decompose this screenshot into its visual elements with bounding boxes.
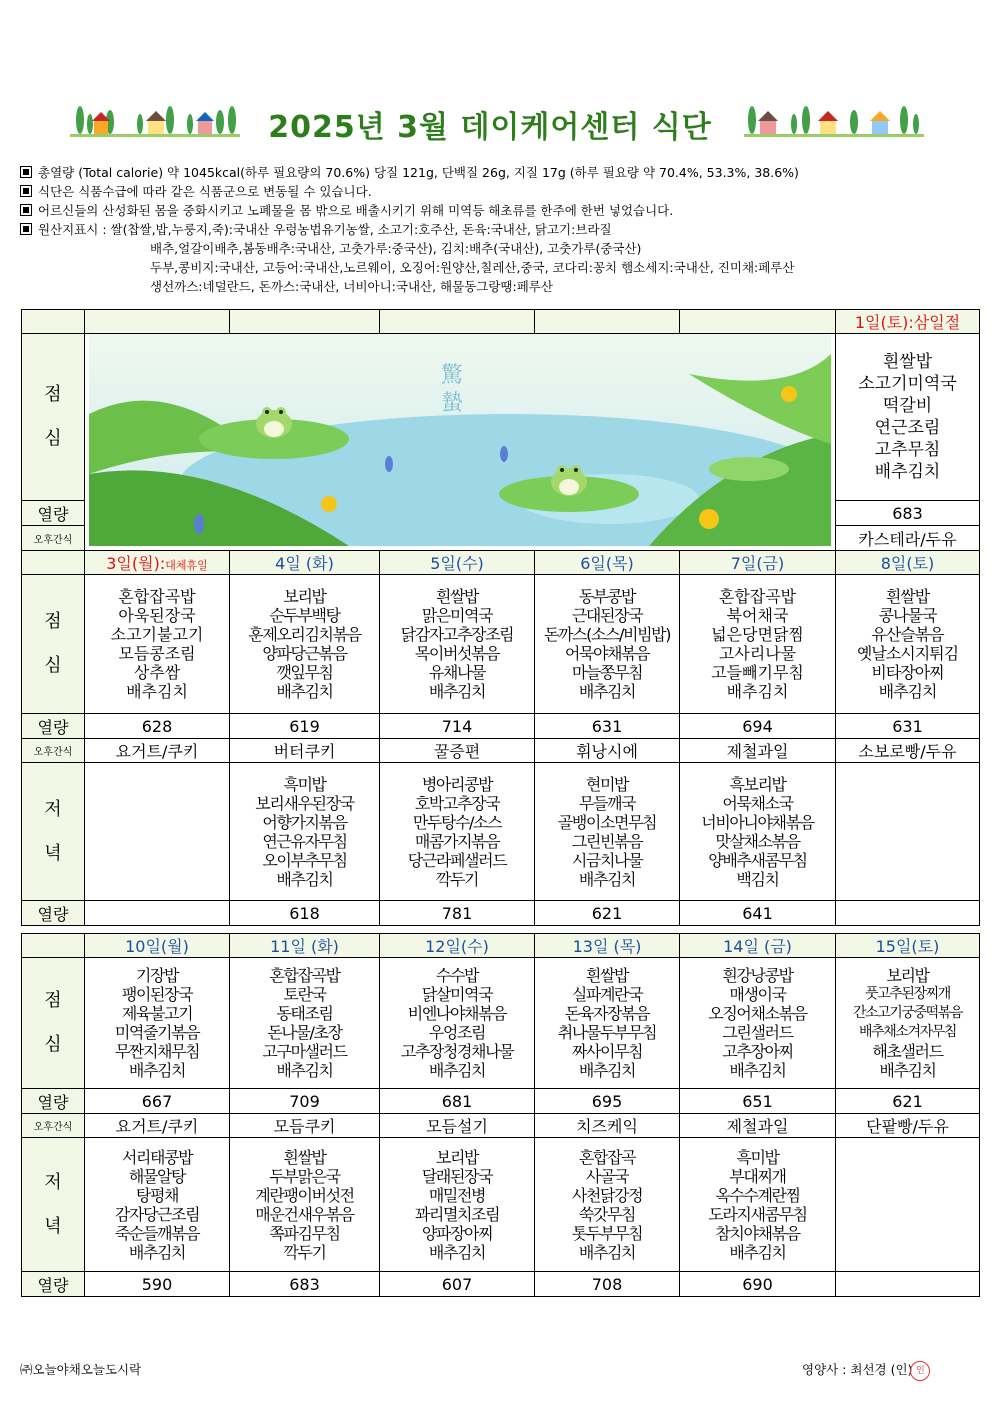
square-bullet-icon: [20, 204, 32, 216]
dinner-menu-cell: 흰쌀밥 두부맑은국 계란팽이버섯전 매운건새우볶음 쪽파김무침 깍두기: [230, 1138, 380, 1272]
menu-table-week3: [21, 933, 980, 1297]
dinner-menu-cell: [836, 1138, 980, 1272]
lunch-menu-cell: 흰쌀밥 실파계란국 돈육자장볶음 취나물두부무침 짜사이무침 배추김치: [535, 958, 680, 1089]
date-cell: 10일(월): [85, 934, 230, 958]
date-cell: 5일(수): [380, 551, 535, 575]
square-bullet-icon: [20, 223, 32, 235]
date-cell: 7일(금): [680, 551, 836, 575]
dinner-menu-cell: 현미밥 무들깨국 골뱅이소면무침 그린빈볶음 시금치나물 배추김치: [535, 763, 680, 901]
note-line: 식단은 식품수급에 따라 같은 식품군으로 변동될 수 있습니다.: [20, 182, 980, 201]
origin-line: 배추,얼갈이배추,봄동배추:국내산, 고춧가루:중국산), 김치:배추(국내산), 고춧가루(중국산): [150, 241, 642, 256]
calorie-row: 열량 683: [22, 500, 980, 526]
village-decoration-icon: [744, 100, 924, 140]
lunch-menu-cell: 기장밥 팽이된장국 제육불고기 미역줄기볶음 무짠지채무침 배추김치: [85, 958, 230, 1089]
date-cell: 6일(목): [535, 551, 680, 575]
lunch-menu-cell: 혼합잡곡밥 아욱된장국 소고기불고기 모듬콩조림 상추쌈 배추김치: [85, 575, 230, 714]
calorie-row: 열량 628 619 714 631 694 631: [22, 714, 980, 739]
village-decoration-icon: [70, 100, 240, 140]
date-cell: 12일(수): [380, 934, 535, 958]
snack-row: 오후간식 카스테라/두유: [22, 526, 980, 551]
menu-table-week1-2: [21, 309, 980, 926]
date-cell: 8일(토): [836, 551, 980, 575]
dinner-menu-cell: 흑미밥 부대찌개 옥수수계란찜 도라지새콤무침 참치야채볶음 배추김치: [680, 1138, 836, 1272]
dinner-row: [22, 763, 980, 901]
spring-illustration: [85, 334, 836, 551]
lunch-menu-cell: 동부콩밥 근대된장국 돈까스(소스/비빔밥) 어묵야채볶음 마늘쫑무침 배추김치: [535, 575, 680, 714]
notes: [20, 163, 980, 296]
calorie-row: 열량 590 683 607 708 690: [22, 1272, 980, 1297]
square-bullet-icon: [20, 185, 32, 197]
dietitian-signature: 영양사 : 최선경 (인) 인: [802, 1360, 930, 1381]
date-cell: 4일 (화): [230, 551, 380, 575]
dinner-menu-cell: 병아리콩밥 호박고추장국 만두탕수/소스 매콤가지볶음 당근라페샐러드 깍두기: [380, 763, 535, 901]
dinner-menu-cell: 흑보리밥 어묵채소국 너비아니야채볶음 맛살채소볶음 양배추새콤무침 백김치: [680, 763, 836, 901]
date-row: [22, 310, 980, 334]
date-cell: 15일(토): [836, 934, 980, 958]
dinner-label: 저 녁: [22, 763, 85, 901]
dinner-menu-cell: [836, 763, 980, 901]
dinner-menu-cell: 혼합잡곡 사골국 사천닭강정 쑥갓무침 톳두부무침 배추김치: [535, 1138, 680, 1272]
note-line: 원산지표시 : 쌀(찹쌀,밥,누룽지,죽):국내산 우렁농법유기농쌀, 소고기:호주산, 돈육:국내산, 닭고기:브라질: [20, 220, 980, 239]
calorie-row: 열량 667 709 681 695 651 621: [22, 1089, 980, 1114]
lunch-menu-cell: 보리밥 풋고추된장찌개 간소고기궁중떡볶음 배추채소겨자무침 해초샐러드 배추김치: [836, 958, 980, 1089]
lunch-menu-cell: 보리밥 순두부백탕 훈제오리김치볶음 양파당근볶음 깻잎무침 배추김치: [230, 575, 380, 714]
lunch-label: 점 심: [22, 334, 85, 501]
square-bullet-icon: [20, 166, 32, 178]
dinner-menu-cell: [85, 763, 230, 901]
note-line: 어르신들의 산성화된 몸을 중화시키고 노폐물을 몸 밖으로 배출시키기 위해 미역등 해초류를 한주에 한번 넣었습니다.: [20, 201, 980, 220]
date-row: [22, 551, 980, 575]
lunch-row: [22, 334, 980, 501]
svg-text:驚: 驚: [441, 363, 464, 388]
frog-pond-illustration-icon: [89, 334, 831, 546]
note-line: 총열량 (Total calorie) 약 1045kcal(하루 필요량의 70.6%) 당질 121g, 단백질 26g, 지질 17g (하루 필요량 약 70.4%, 53.3%, 38.6%): [20, 163, 980, 182]
date-row: [22, 934, 980, 958]
origin-line: 두부,콩비지:국내산, 고등어:국내산,노르웨이, 오징어:원양산,칠레산,중국, 코다리:꽁치 햄소세지:국내산, 진미채:페루산: [150, 260, 795, 275]
dinner-row: [22, 1138, 980, 1272]
lunch-menu-cell: 흰쌀밥 맑은미역국 닭감자고추장조림 목이버섯볶음 유채나물 배추김치: [380, 575, 535, 714]
date-cell: 13일 (목): [535, 934, 680, 958]
dinner-menu-cell: 서리태콩밥 해물알탕 탕평채 감자당근조림 죽순들깨볶음 배추김치: [85, 1138, 230, 1272]
lunch-menu-cell: 혼합잡곡밥 토란국 동태조림 돈나물/초장 고구마샐러드 배추김치: [230, 958, 380, 1089]
snack-row: 오후간식 요거트/쿠키 모듬쿠키 모듬설기 치즈케익 제철과일 단팥빵/두유: [22, 1114, 980, 1138]
origin-line: 생선까스:네덜란드, 돈까스:국내산, 너비아니:국내산, 해물동그랑땡:페루산: [150, 279, 553, 294]
date-cell: 14일 (금): [680, 934, 836, 958]
snack-row: 오후간식 요거트/쿠키 버터쿠키 꿀증편 휘낭시에 제철과일 소보로빵/두유: [22, 739, 980, 763]
seal-stamp-icon: 인: [910, 1361, 930, 1381]
date-cell: 1일(토):삼일절: [836, 310, 980, 334]
date-cell: 3일(월):대체휴일: [85, 551, 230, 575]
lunch-row: [22, 958, 980, 1089]
lunch-menu-cell: 혼합잡곡밥 북어채국 넓은당면닭찜 고사리나물 고들빼기무침 배추김치: [680, 575, 836, 714]
dinner-label: 저 녁: [22, 1138, 85, 1272]
lunch-menu-cell: 수수밥 닭살미역국 비엔나야채볶음 우엉조림 고추장청경채나물 배추김치: [380, 958, 535, 1089]
lunch-label: 점 심: [22, 958, 85, 1089]
calorie-row: 열량 618 781 621 641: [22, 901, 980, 926]
lunch-menu-cell: 흰쌀밥 소고기미역국 떡갈비 연근조림 고추무침 배추김치: [836, 334, 980, 501]
date-cell: 11일 (화): [230, 934, 380, 958]
lunch-label: 점 심: [22, 575, 85, 714]
lunch-row: [22, 575, 980, 714]
dinner-menu-cell: 보리밥 달래된장국 매밀전병 꽈리멸치조림 양파장아찌 배추김치: [380, 1138, 535, 1272]
page-title: 2025년 3월 데이케어센터 식단: [268, 110, 712, 145]
lunch-menu-cell: 흰강낭콩밥 매생이국 오징어채소볶음 그린샐러드 고추장아찌 배추김치: [680, 958, 836, 1089]
lunch-menu-cell: 흰쌀밥 콩나물국 유산슬볶음 옛날소시지튀김 비타장아찌 배추김치: [836, 575, 980, 714]
dinner-menu-cell: 흑미밥 보리새우된장국 어향가지볶음 연근유자무침 오이부추무침 배추김치: [230, 763, 380, 901]
svg-text:蟄: 蟄: [441, 391, 464, 416]
title-row: [0, 92, 992, 152]
company-name: ㈜오늘야채오늘도시락: [20, 1362, 142, 1377]
